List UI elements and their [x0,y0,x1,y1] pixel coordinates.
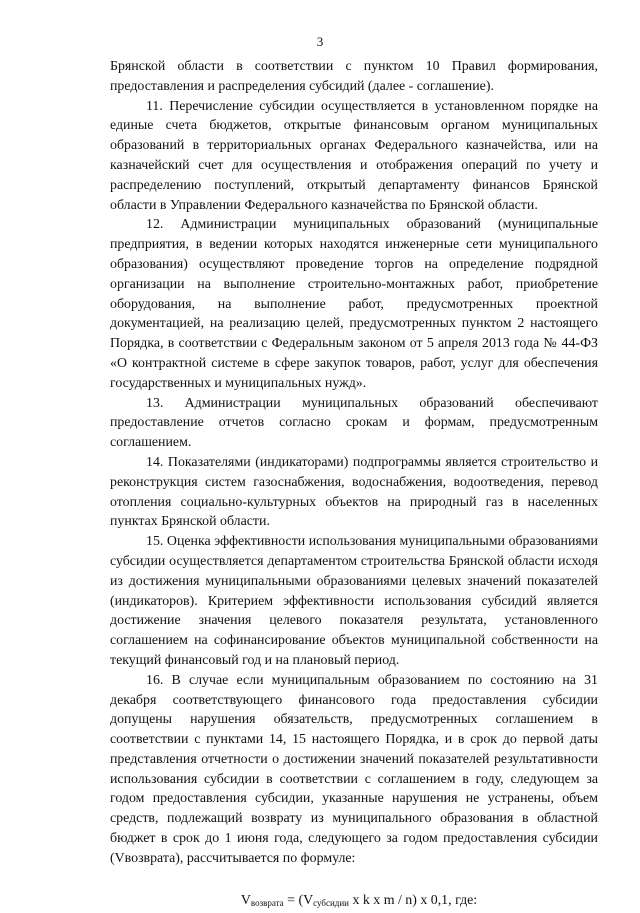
paragraph-12: 12. Администрации муниципальных образований (муниципальные предприятия, в ведении которых находятся инженерные сети муниципального образования) осуществляют проведение торгов на определение подрядной организации на выполнение строительно-монтажных работ, приобретение оборудования, на выполнение работ, предусмотренных проектной документацией, на реализацию целей, предусмотренных пунктом 2 настоящего Порядка, в соответствии с Федеральным законом от 5 апреля 2013 года № 44-ФЗ «О контрактной системе в сфере закупок товаров, работ, услуг для обеспечения государственных и муниципальных нужд». [110,217,598,391]
paragraph-continuation: Брянской области в соответствии с пунктом 10 Правил формирования, предоставления и распределения субсидий (далее - соглашение). [110,59,598,94]
paragraph-15: 15. Оценка эффективности использования муниципальными образованиями субсидии осуществляется департаментом строительства Брянской области исходя из достижения муниципальными образованиями целевых значений показателей (индикаторов). Критерием эффективности использования субсидий является достижение значения целевого показателя результата, установленного соглашением на софинансирование объектов муниципальной собственности на текущий финансовый год и на плановый период. [110,534,598,668]
formula-rhs-subscript: субсидии [313,897,349,908]
refund-formula [110,891,598,913]
paragraph-14: 14. Показателями (индикаторами) подпрограммы является строительство и реконструкция систем газоснабжения, водоснабжения, водоотведения, перевод отопления социально-культурных объектов на природный газ в населенных пунктах Брянской области. [110,454,598,530]
paragraph-11: 11. Перечисление субсидии осуществляется в установленном порядке на единые счета бюджетов, открытые финансовым органом муниципальных образований в территориальных органах Федерального казначейства, или на казначейский счет для осуществления и отображения операций по учету и распределению поступлений, открытый департаменту финансов Брянской области в Управлении Федерального казначейства по Брянской области. [110,98,598,213]
formula-equals-open: = (V [283,892,314,908]
page-number: 3 [316,34,324,49]
formula-rest: x k x m / n) x 0,1, где: [348,892,478,908]
document-body [110,57,598,913]
formula-lhs-subscript: возврата [250,897,284,908]
formula-lhs-symbol: V [240,892,251,908]
paragraph-13: 13. Администрации муниципальных образований обеспечивают предоставление отчетов согласно срокам и формам, предусмотренным соглашением. [110,395,598,451]
paragraph-16: 16. В случае если муниципальным образованием по состоянию на 31 декабря соответствующего финансового года предоставления субсидии допущены нарушения обязательств, предусмотренных соглашением в соответствии с пунктами 14, 15 настоящего Порядка, и в срок до первой даты представления отчетности о достижении значений показателей результативности использования субсидии в соответствии с соглашением в году, следующем за годом предоставления субсидии, указанные нарушения не устранены, объем средств, подлежащий возврату из муниципального образования в областной бюджет в срок до 1 июня года, следующего за годом предоставления субсидии (Vвозврата), рассчитывается по формуле: [110,672,598,866]
